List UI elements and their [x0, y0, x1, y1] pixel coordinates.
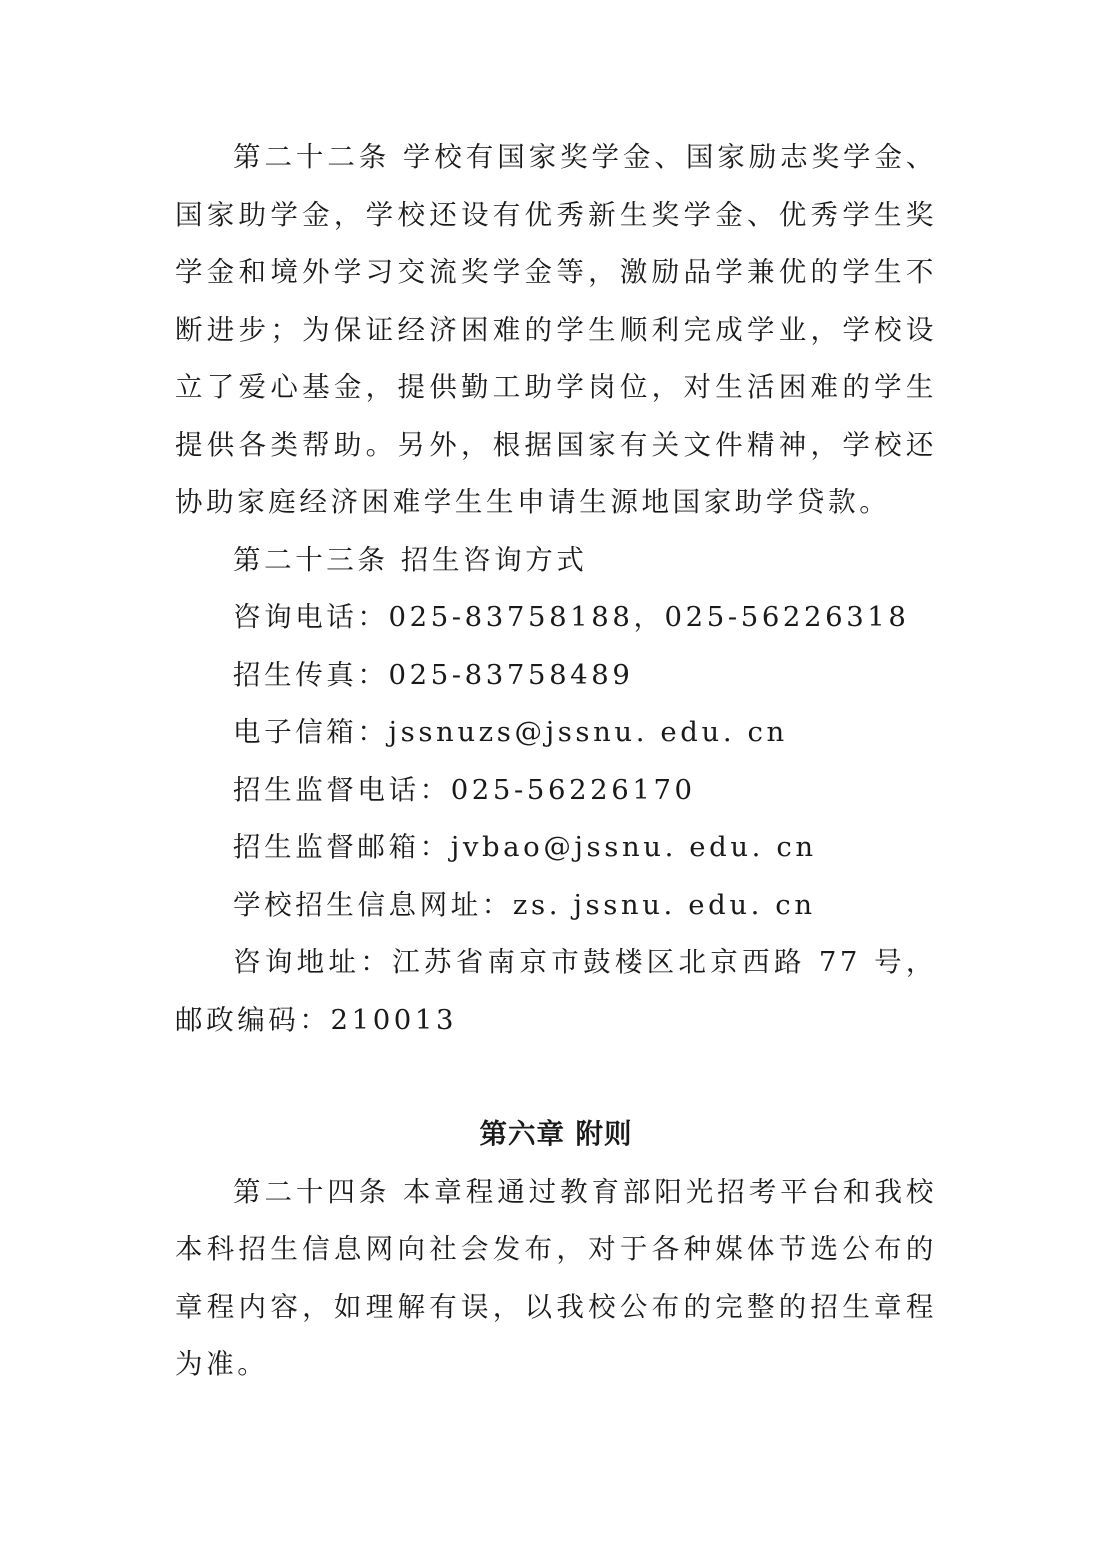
- contact-website: 学校招生信息网址：zs. jssnu. edu. cn: [233, 888, 816, 921]
- contact-address: 咨询地址：江苏省南京市鼓楼区北京西路 77 号，邮政编码：210013: [175, 946, 937, 1036]
- article-24-paragraph: 第二十四条 本章程通过教育部阳光招考平台和我校本科招生信息网向社会发布，对于各种媒体节选公布的章程内容，如理解有误，以我校公布的完整的招生章程为准。: [175, 1175, 937, 1380]
- article-22-paragraph: 第二十二条 学校有国家奖学金、国家励志奖学金、国家助学金，学校还设有优秀新生奖学金、优秀学生奖学金和境外学习交流奖学金等，激励品学兼优的学生不断进步；为保证经济困难的学生顺利完成学业，学校设立了爱心基金，提供勤工助学岗位，对生活困难的学生提供各类帮助。另外，根据国家有关文件精神，学校还协助家庭经济困难学生生申请生源地国家助学贷款。: [175, 141, 937, 518]
- contact-supervision-phone: 招生监督电话：025-56226170: [233, 773, 696, 806]
- document-page: [175, 129, 937, 1394]
- contact-phone: 咨询电话：025-83758188，025-56226318: [233, 601, 910, 633]
- contact-fax: 招生传真：025-83758489: [233, 658, 634, 691]
- contact-email: 电子信箱：jssnuzs@jssnu. edu. cn: [233, 716, 788, 748]
- contact-supervision-email: 招生监督邮箱：jvbao@jssnu. edu. cn: [233, 831, 817, 863]
- article-23-title: 第二十三条 招生咨询方式: [233, 543, 588, 576]
- chapter-6-title: 第六章 附则: [479, 1118, 633, 1150]
